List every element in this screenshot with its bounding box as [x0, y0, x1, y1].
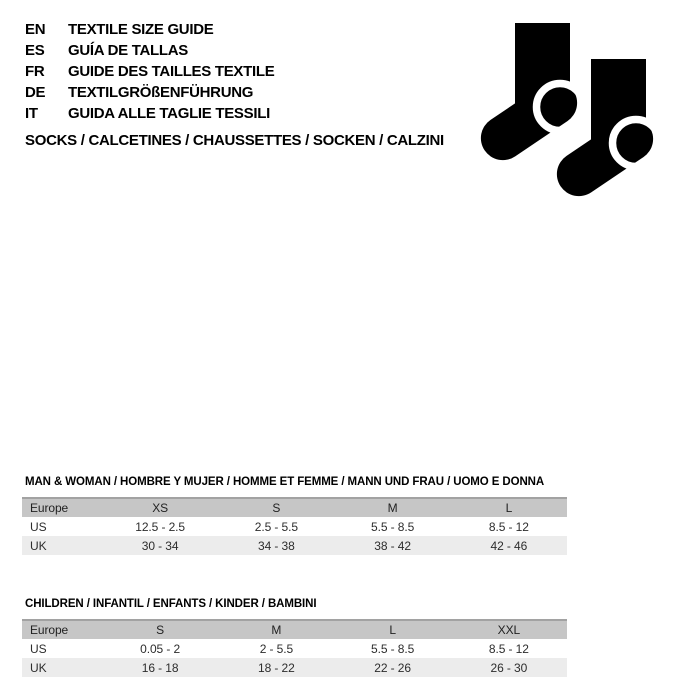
- language-code: FR: [25, 63, 45, 80]
- row-label: UK: [30, 660, 47, 675]
- language-code: EN: [25, 21, 46, 38]
- table-row-uk: [22, 658, 567, 677]
- language-code: DE: [25, 84, 46, 101]
- table-block-man-woman: [22, 476, 567, 555]
- language-code: ES: [25, 42, 45, 59]
- table-header-row: [22, 619, 567, 639]
- language-row-it: [25, 103, 274, 124]
- size-value: 2.5 - 5.5: [254, 519, 298, 534]
- language-row-fr: [25, 61, 274, 82]
- size-table-man-woman: [22, 497, 567, 555]
- column-header-europe: Europe: [30, 501, 69, 515]
- language-row-es: [25, 40, 274, 61]
- table-row-us: [22, 517, 567, 536]
- column-header-s: S: [156, 623, 165, 637]
- column-header-s: S: [272, 501, 281, 515]
- socks-icon: [478, 20, 668, 215]
- row-label: US: [30, 519, 47, 534]
- table-title-children: CHILDREN / INFANTIL / ENFANTS / KINDER / BAMBINI: [25, 598, 317, 610]
- size-value: 38 - 42: [374, 538, 411, 553]
- row-label: UK: [30, 538, 47, 553]
- row-label: US: [30, 641, 47, 656]
- column-header-l: L: [505, 501, 513, 515]
- language-label: TEXTILGRÖßENFÜHRUNG: [68, 84, 254, 101]
- size-value: 18 - 22: [258, 660, 295, 675]
- size-value: 5.5 - 8.5: [371, 641, 415, 656]
- column-header-xxl: XXL: [497, 623, 521, 637]
- category-line: SOCKS / CALCETINES / CHAUSSETTES / SOCKEN / CALZINI: [25, 132, 444, 149]
- size-value: 12.5 - 2.5: [135, 519, 185, 534]
- language-list: [25, 19, 274, 124]
- size-value: 26 - 30: [490, 660, 528, 675]
- language-row-de: [25, 82, 274, 103]
- size-value: 22 - 26: [374, 660, 411, 675]
- language-row-en: [25, 19, 274, 40]
- size-table-children: [22, 619, 567, 677]
- column-header-europe: Europe: [30, 623, 69, 637]
- table-title-man-woman: MAN & WOMAN / HOMBRE Y MUJER / HOMME ET FEMME / MANN UND FRAU / UOMO E DONNA: [25, 476, 545, 488]
- size-value: 0.05 - 2: [140, 641, 181, 656]
- table-header-row: [22, 497, 567, 517]
- language-label: GUIDA ALLE TAGLIE TESSILI: [68, 105, 270, 122]
- language-label: TEXTILE SIZE GUIDE: [68, 21, 214, 38]
- table-block-children: [22, 598, 567, 677]
- language-label: GUÍA DE TALLAS: [68, 42, 188, 59]
- column-header-m: M: [387, 501, 398, 515]
- column-header-xs: XS: [152, 501, 169, 515]
- size-value: 5.5 - 8.5: [371, 519, 415, 534]
- column-header-l: L: [389, 623, 396, 637]
- column-header-m: M: [271, 623, 282, 637]
- table-row-uk: [22, 536, 567, 555]
- language-label: GUIDE DES TAILLES TEXTILE: [68, 63, 275, 80]
- size-value: 30 - 34: [141, 538, 179, 553]
- size-value: 42 - 46: [490, 538, 528, 553]
- language-code: IT: [25, 105, 38, 122]
- size-value: 2 - 5.5: [259, 641, 294, 656]
- table-row-us: [22, 639, 567, 658]
- size-value: 34 - 38: [258, 538, 295, 553]
- size-value: 16 - 18: [141, 660, 179, 675]
- size-value: 8.5 - 12: [488, 641, 529, 656]
- size-value: 8.5 - 12: [488, 519, 529, 534]
